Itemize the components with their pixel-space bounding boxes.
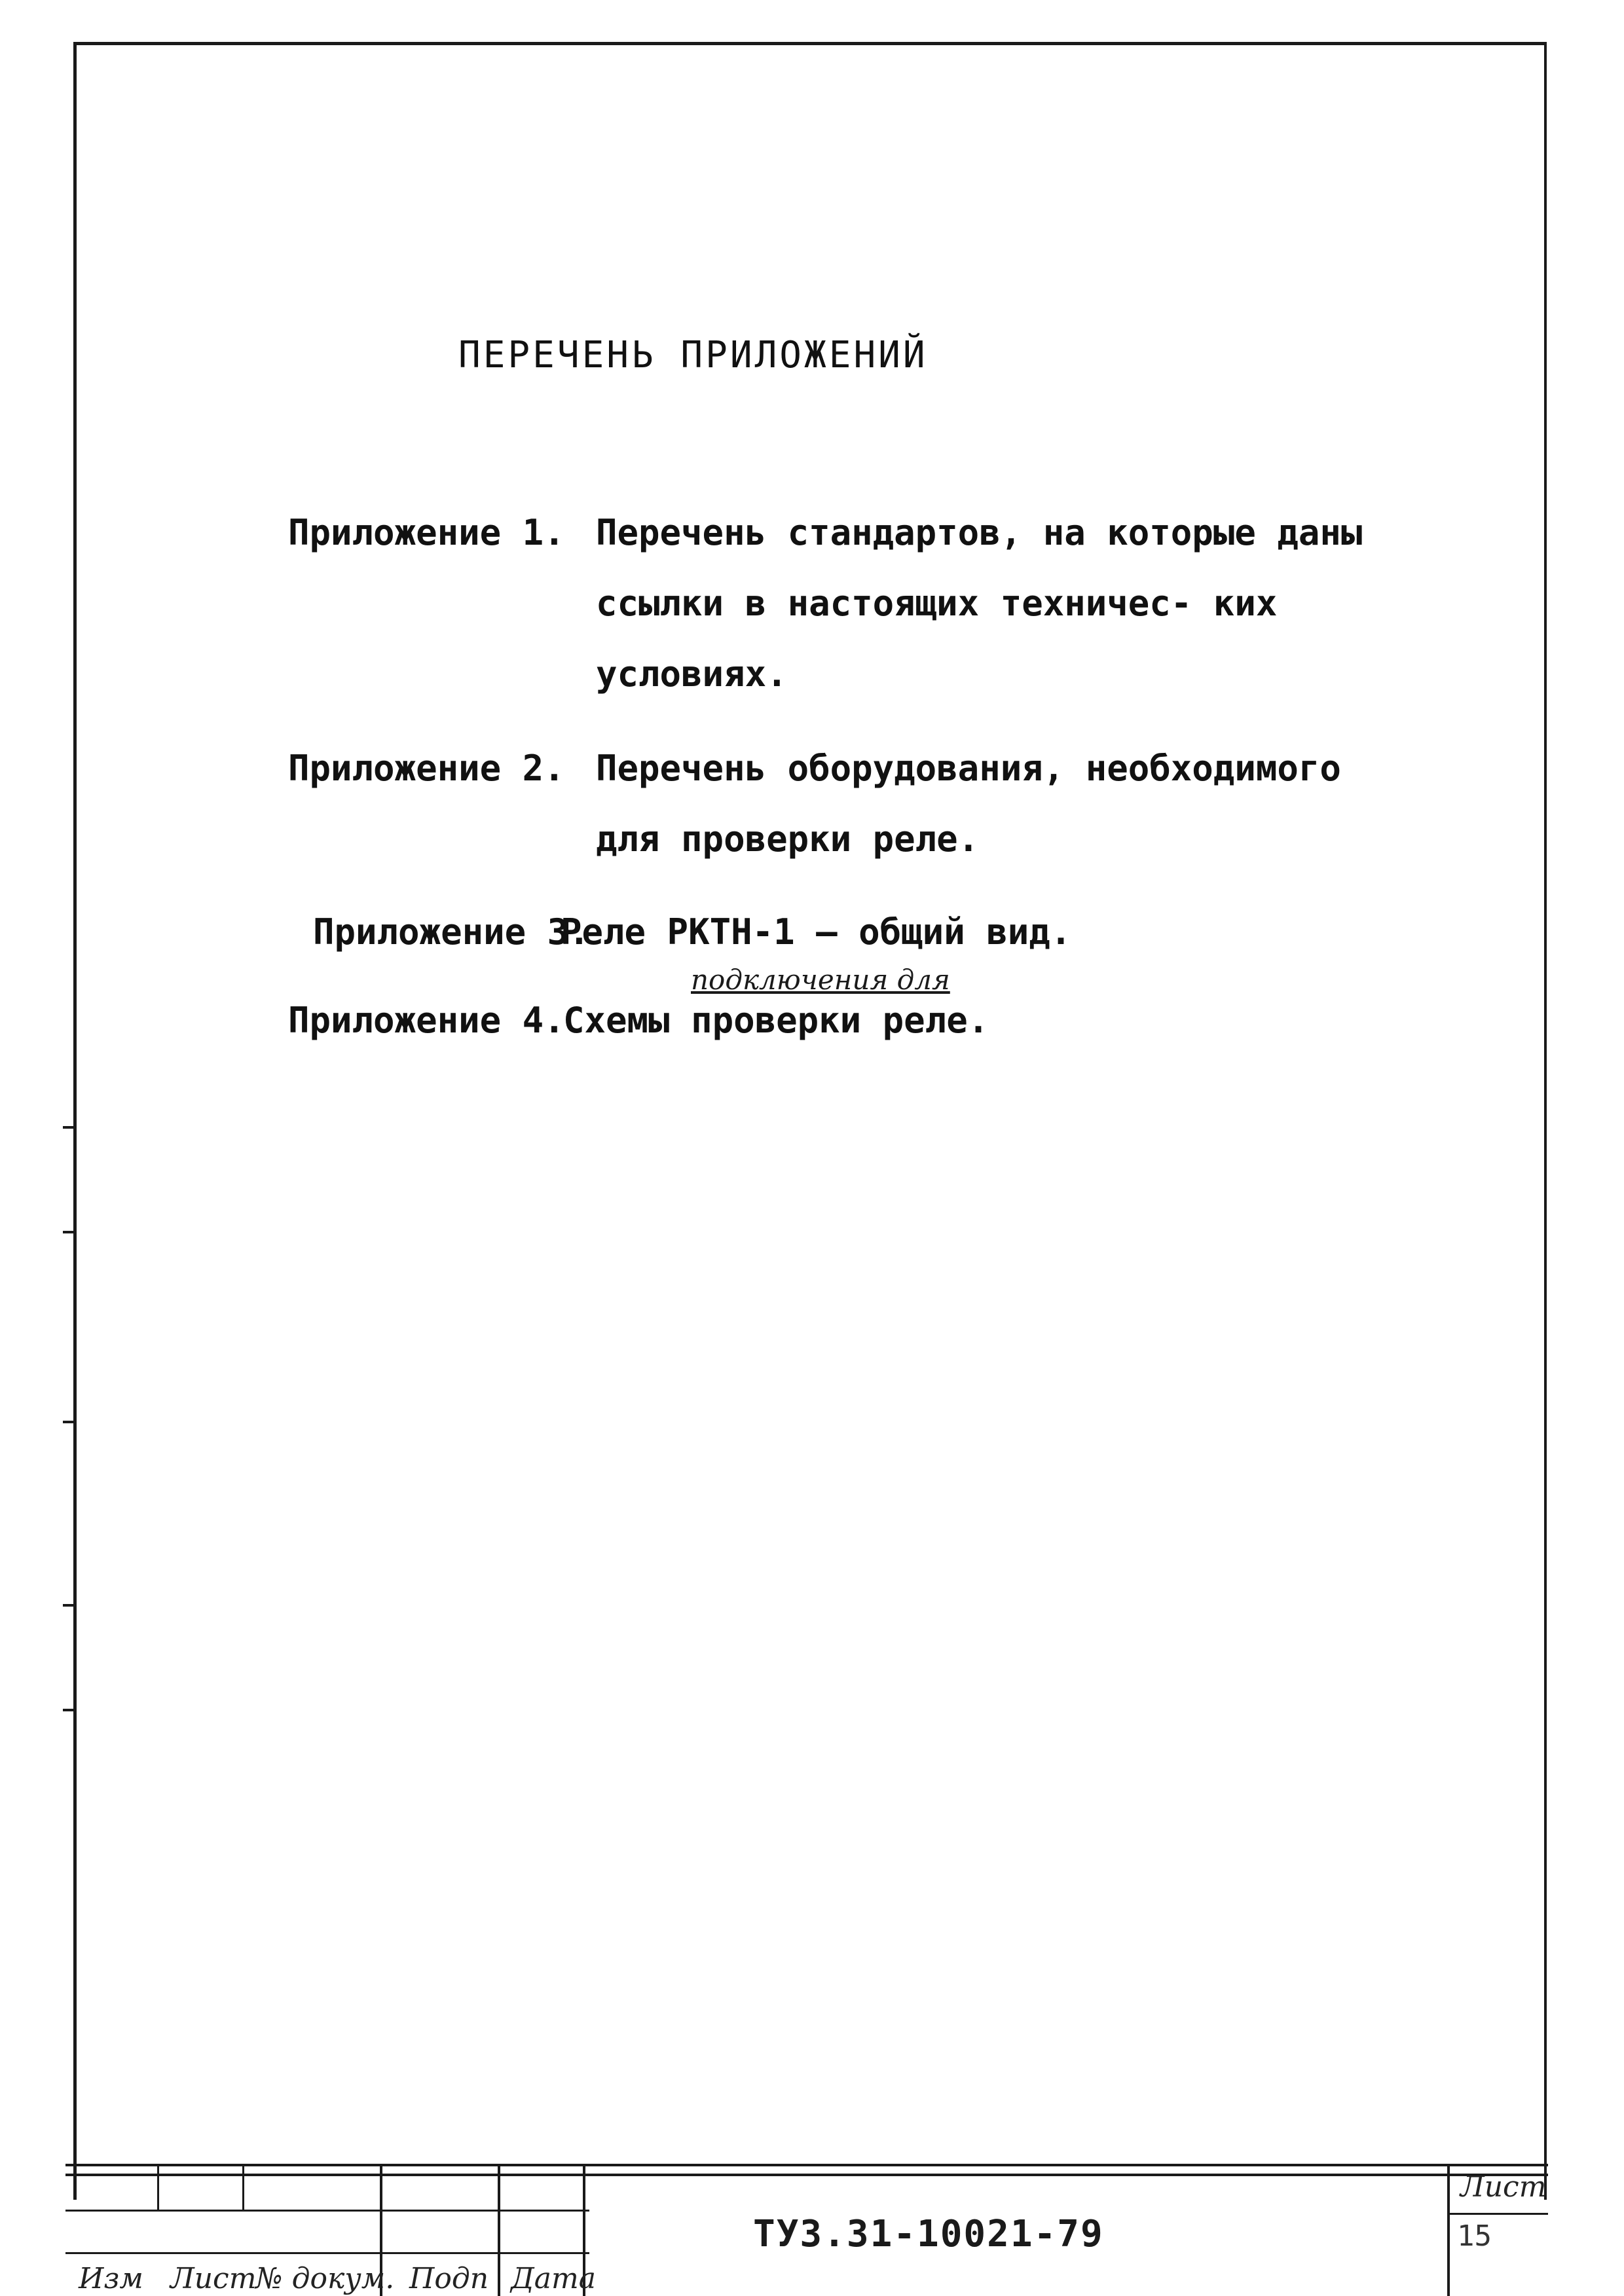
appendix-label: Приложение 2.	[288, 748, 565, 789]
appendix-label: Приложение 4.	[288, 1000, 565, 1041]
stamp-rule	[65, 2210, 589, 2212]
appendix-text: Схемы проверки реле.	[563, 1000, 989, 1041]
appendix-item	[288, 733, 1341, 860]
margin-tick	[63, 1421, 76, 1423]
signature-label: Подп	[409, 2262, 489, 2295]
sheet-col-label: Лист	[170, 2262, 257, 2295]
margin-tick	[63, 1126, 76, 1129]
stamp-rule	[65, 2252, 589, 2254]
appendix-label: Приложение 1.	[288, 512, 565, 553]
handwritten-insertion: подключения для	[691, 964, 950, 996]
page-title: ПЕРЕЧЕНЬ ПРИЛОЖЕНИЙ	[458, 334, 928, 376]
margin-tick	[63, 1604, 76, 1607]
sheet-word-label: Лист	[1460, 2170, 1547, 2204]
sheet-number: 15	[1457, 2219, 1492, 2253]
stamp-rule	[498, 2164, 500, 2296]
stamp-rule	[1447, 2164, 1450, 2296]
appendix-item	[313, 897, 1072, 968]
margin-tick	[63, 1231, 76, 1233]
stamp-rule	[242, 2164, 244, 2210]
stamp-rule	[1447, 2213, 1548, 2215]
date-label: Дата	[511, 2262, 596, 2295]
margin-tick	[63, 1709, 76, 1711]
appendix-item	[288, 985, 989, 1056]
appendix-text: Перечень стандартов, на которые даны ссылки в настоящих техничес- ких условиях.	[596, 512, 1363, 695]
stamp-rule	[157, 2164, 159, 2210]
appendix-text: Реле РКТН-1 – общий вид.	[561, 911, 1072, 953]
appendix-text: Перечень оборудования, необходимого для проверки реле.	[596, 748, 1341, 860]
appendix-item	[288, 498, 1363, 695]
document-code: ТУ3.31-10021-79	[753, 2213, 1104, 2255]
appendix-label: Приложение 3.	[313, 911, 590, 953]
doc-number-label: № докум.	[255, 2262, 395, 2295]
stamp-rule	[65, 2164, 1548, 2166]
change-label: Изм	[79, 2262, 143, 2295]
